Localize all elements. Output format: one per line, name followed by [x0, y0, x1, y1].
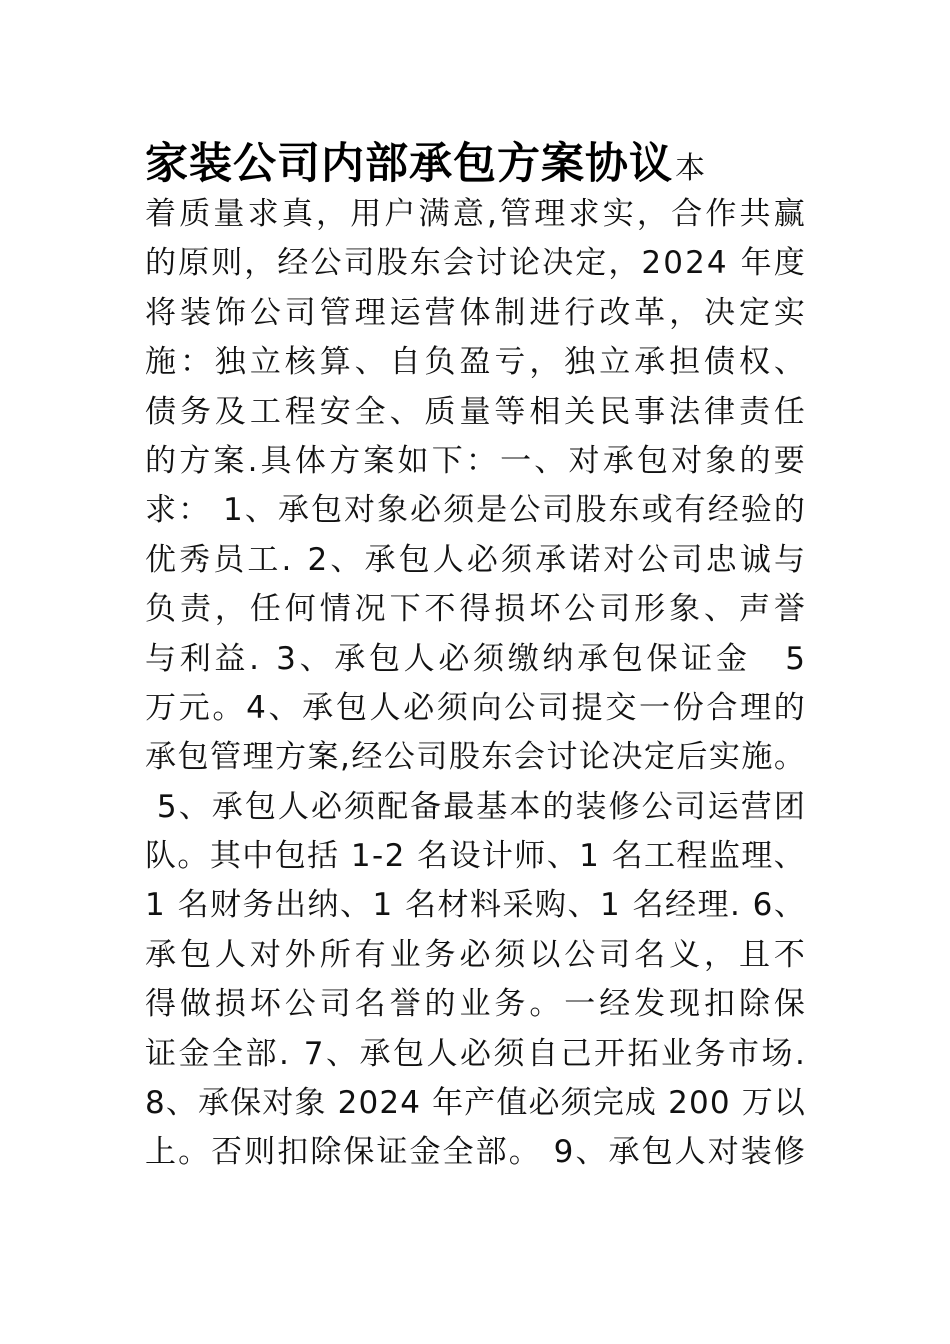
body-line: 万 元 。 4 、 承 包 人 必 须 向 公 司 提 交 一 份 合 理 的	[145, 689, 805, 726]
body-line: 与 利 益 . 3 、 承 包 人 必 须 缴 纳 承 包 保 证 金 5	[145, 640, 805, 677]
title-line	[145, 138, 805, 190]
body-line: 证 金 全 部 . 7 、 承 包 人 必 须 自 己 开 拓 业 务 市 场 .	[145, 1035, 805, 1072]
body-line: 队 。 其 中 包 括 1 - 2 名 设 计 师 、 1 名 工 程 监 理 、	[145, 838, 805, 875]
body-line: 上 。 否 则 扣 除 保 证 金 全 部 。 9 、 承 包 人 对 装 修	[145, 1134, 805, 1171]
body-line: 负 责 ， 任 何 情 况 下 不 得 损 坏 公 司 形 象 、 声 誉	[145, 591, 805, 628]
body-line: 的 原 则 ， 经 公 司 股 东 会 讨 论 决 定 ， 2 0 2 4 年 度	[145, 245, 805, 282]
document-body	[145, 138, 805, 1178]
body-line: 承 包 人 对 外 所 有 业 务 必 须 以 公 司 名 义 ， 且 不	[145, 936, 805, 973]
body-line: 1 名 财 务 出 纳 、 1 名 材 料 采 购 、 1 名 经 理 . 6 、	[145, 887, 805, 924]
body-line: 8 、 承 保 对 象 2 0 2 4 年 产 值 必 须 完 成 2 0 0 万 以	[145, 1085, 805, 1122]
document-title: 家装公司内部承包方案协议	[145, 139, 673, 189]
body-lines	[145, 190, 805, 1178]
body-line: 得 做 损 坏 公 司 名 誉 的 业 务 。 一 经 发 现 扣 除 保	[145, 986, 805, 1023]
body-line: 将 装 饰 公 司 管 理 运 营 体 制 进 行 改 革 ， 决 定 实	[145, 294, 805, 331]
body-line: 求 ： 1 、 承 包 对 象 必 须 是 公 司 股 东 或 有 经 验 的	[145, 492, 805, 529]
body-line: 优 秀 员 工 . 2 、 承 包 人 必 须 承 诺 对 公 司 忠 诚 与	[145, 541, 805, 578]
body-line: 的 方 案 . 具 体 方 案 如 下 ： 一 、 对 承 包 对 象 的 要	[145, 442, 805, 479]
body-line: 债 务 及 工 程 安 全 、 质 量 等 相 关 民 事 法 律 责 任	[145, 393, 805, 430]
body-line: 施 ： 独 立 核 算 、 自 负 盈 亏 ， 独 立 承 担 债 权 、	[145, 344, 805, 381]
body-text-start: 本	[675, 151, 705, 186]
body-line: 5 、 承 包 人 必 须 配 备 最 基 本 的 装 修 公 司 运 营 团	[156, 788, 805, 825]
body-line: 承 包 管 理 方 案 , 经 公 司 股 东 会 讨 论 决 定 后 实 施 。	[145, 739, 805, 776]
body-line: 着 质 量 求 真 ， 用 户 满 意 , 管 理 求 实 ， 合 作 共 赢	[145, 196, 805, 232]
